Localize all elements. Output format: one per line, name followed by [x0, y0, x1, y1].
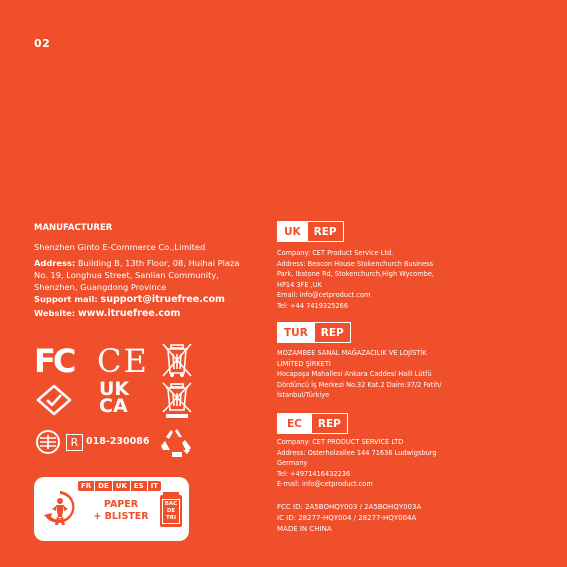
bin-code-line: DE — [166, 508, 176, 514]
tur-rep-line: LİMİTED ŞİRKETİ — [277, 359, 331, 368]
page-number: 02 — [34, 37, 51, 50]
ec-rep-line: Tel: +4971416432236 — [277, 469, 351, 478]
blister-text: + BLISTER — [93, 511, 149, 522]
ec-rep-line: E-mail: info@cetproduct.com — [277, 480, 373, 489]
ce-mark: CE — [97, 342, 149, 380]
country-code: ES — [130, 481, 147, 491]
website — [34, 307, 269, 321]
ec-rep-line: Company: CET PRODUCT SERVICE LTD — [277, 438, 404, 446]
ukca-bottom: CA — [99, 395, 128, 417]
tur-rep-line: Hocapaşa Mahallesi Ankara Caddesi Halil Lütfü — [277, 370, 432, 379]
tur-rep-badge-right: REP — [314, 323, 350, 342]
reg-number: 018-230086 — [86, 436, 150, 447]
fcc-logo — [34, 343, 84, 379]
uk-rep-details — [277, 248, 537, 311]
country-code: IT — [147, 481, 161, 491]
website-value: www.itruefree.com — [78, 308, 181, 320]
id-details — [277, 502, 537, 536]
address-label: Address: — [34, 258, 76, 269]
country-code: UK — [112, 481, 130, 491]
country-code: FR — [78, 481, 94, 491]
weee-bin-2-icon — [160, 381, 194, 419]
uk-rep-badge — [277, 221, 344, 242]
weee-bin-icon — [160, 341, 194, 379]
uk-rep-line: Address: Beacon House Stokenchurch Business — [277, 259, 434, 268]
address-line-1: Building B, 13th Floor, 08, Huihai Plaza — [75, 258, 240, 269]
uk-rep-badge-right: REP — [307, 222, 343, 241]
reg-symbol-box: R — [66, 434, 83, 451]
uk-rep-line: Park, Ibstone Rd, Stokenchurch,High Wycombe, — [277, 270, 434, 279]
uk-rep-line: HP14 3FE ,UK — [277, 280, 322, 289]
manufacturer-heading: MANUFACTURER — [34, 223, 113, 233]
sorting-bin-icon — [160, 495, 182, 527]
fcc-mark: FC — [34, 342, 74, 380]
bin-code — [162, 499, 180, 524]
tur-rep-line: Dördüncü İş Merkezi No.32 Kat.2 Daire:37/2 Fatih/ — [277, 380, 442, 389]
support-mail — [34, 293, 269, 307]
tur-rep-line: MOZAMBEE SANAL MAĞAZACILIK VE LOJİSTİK — [277, 349, 427, 357]
ec-rep-badge-right: REP — [311, 414, 347, 433]
ec-rep-badge — [277, 413, 348, 434]
recycle-icon — [160, 426, 194, 460]
tur-rep-badge — [277, 322, 351, 343]
manufacturer-address — [34, 257, 269, 269]
paper-text: PAPER — [103, 499, 139, 510]
ec-rep-line: Germany — [277, 459, 308, 468]
ec-rep-badge-left: EC — [278, 414, 311, 433]
ic-id: IC ID: 28277-HQY004 / 28277-HQY004A — [277, 514, 417, 523]
country-codes — [78, 481, 161, 491]
uk-rep-line: Email: info@cetproduct.com — [277, 291, 371, 300]
address-line-2: No. 19, Longhua Street, Sanlian Community, — [34, 270, 219, 281]
rcm-icon — [36, 384, 72, 416]
bin-code-line: TRI — [165, 515, 177, 521]
address-line-3: Shenzhen, Guangdong Province — [34, 282, 167, 293]
fcc-id: FCC ID: 2A5BOHQY003 / 2A5BOHQY003A — [277, 503, 422, 511]
website-label: Website: — [34, 308, 79, 319]
support-label: Support mail: — [34, 294, 101, 305]
country-code: DE — [94, 481, 112, 491]
ec-rep-line: Address: Osterholzallee 144 71636 Ludwigsburg — [277, 448, 437, 457]
bin-code-line: BAC — [164, 501, 178, 507]
tur-rep-line: İstanbul/Türkiye — [277, 391, 330, 400]
tur-rep-badge-left: TUR — [278, 323, 314, 342]
uk-rep-line: Company: CET Product Service Ltd. — [277, 249, 394, 257]
material-label — [86, 499, 156, 523]
triman-icon — [40, 487, 80, 531]
tur-rep-details — [277, 348, 537, 401]
ec-rep-details — [277, 437, 537, 490]
support-value: support@itruefree.com — [100, 294, 225, 306]
triman-box — [34, 477, 189, 541]
uk-rep-line: Tel: +44 7419325266 — [277, 301, 349, 310]
manufacturer-company: Shenzhen Ginto E-Commerce Co.,Limited — [34, 242, 206, 253]
ukca-top: UK — [99, 378, 130, 400]
kc-mark-icon — [34, 428, 62, 456]
uk-rep-badge-left: UK — [278, 222, 307, 241]
manufacturer-section — [34, 222, 269, 321]
made-in: MADE IN CHINA — [277, 525, 332, 534]
ce-logo — [97, 343, 147, 379]
ukca-logo — [99, 378, 144, 417]
